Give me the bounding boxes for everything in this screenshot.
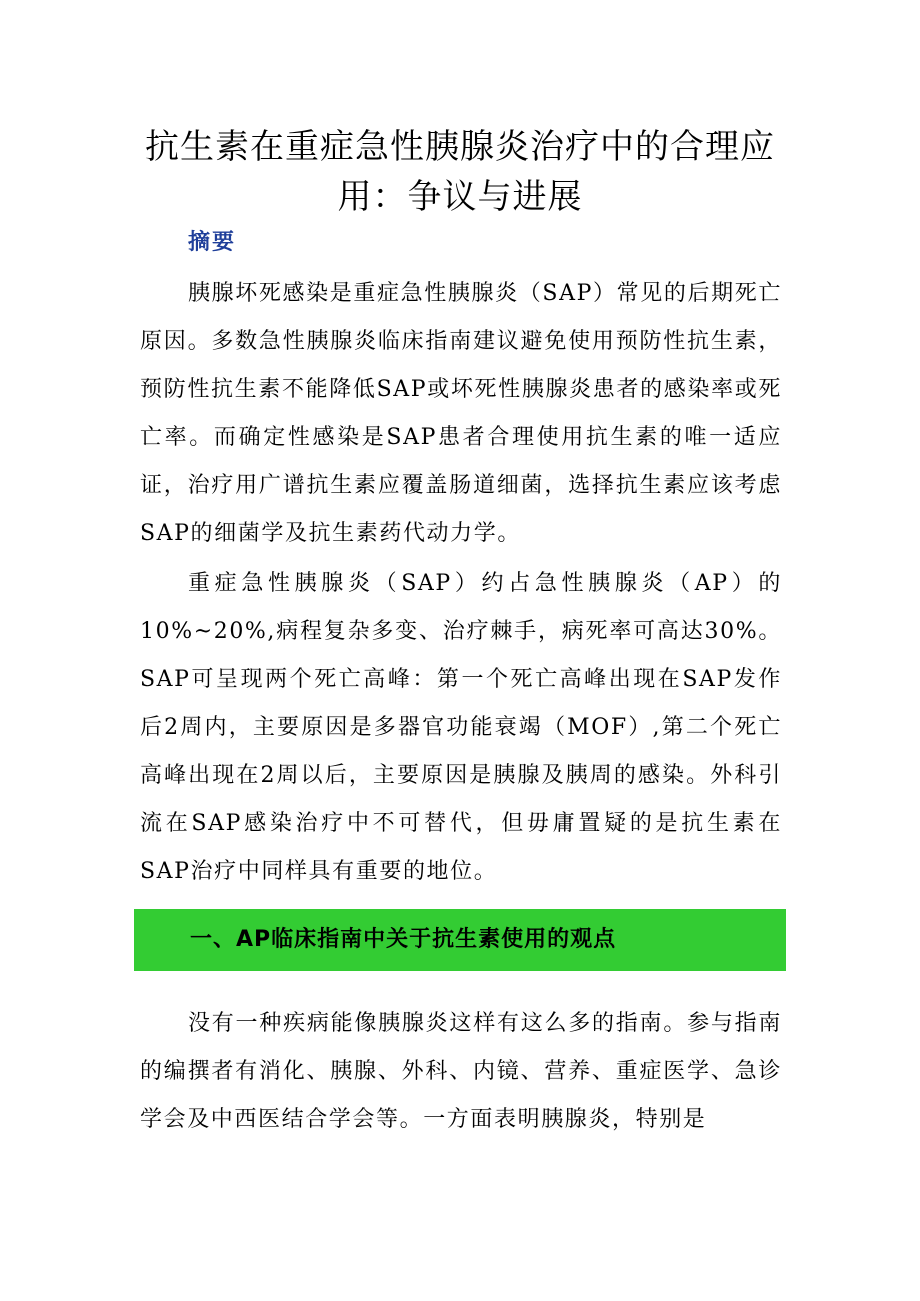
abstract-heading: 摘要 [188,229,237,255]
document-title: 抗生素在重症急性胰腺炎治疗中的合理应用：争议与进展 [145,127,775,217]
section-paragraph: 没有一种疾病能像胰腺炎这样有这么多的指南。参与指南的编撰者有消化、胰腺、外科、内镜、营养、重症医学、急诊学会及中西医结合学会等。一方面表明胰腺炎，特别是 [140,1011,782,1132]
section-heading: 一、AP临床指南中关于抗生素使用的观点 [190,927,617,952]
intro-paragraph: 重症急性胰腺炎（SAP）约占急性胰腺炎（AP）的10%~20%,病程复杂多变、治疗棘手，病死率可高达30%。SAP可呈现两个死亡高峰：第一个死亡高峰出现在SAP发作后2周内，主要原因是多器官功能衰竭（MOF）,第二个死亡高峰出现在2周以后，主要原因是胰腺及胰周的感染。外科引流在SAP感染治疗中不可替代，但毋庸置疑的是抗生素在SAP治疗中同样具有重要的地位。 [140,571,782,884]
abstract-paragraph: 胰腺坏死感染是重症急性胰腺炎（SAP）常见的后期死亡原因。多数急性胰腺炎临床指南建议避免使用预防性抗生素，预防性抗生素不能降低SAP或坏死性胰腺炎患者的感染率或死亡率。而确定性感染是SAP患者合理使用抗生素的唯一适应证，治疗用广谱抗生素应覆盖肠道细菌，选择抗生素应该考虑SAP的细菌学及抗生素药代动力学。 [140,281,782,546]
